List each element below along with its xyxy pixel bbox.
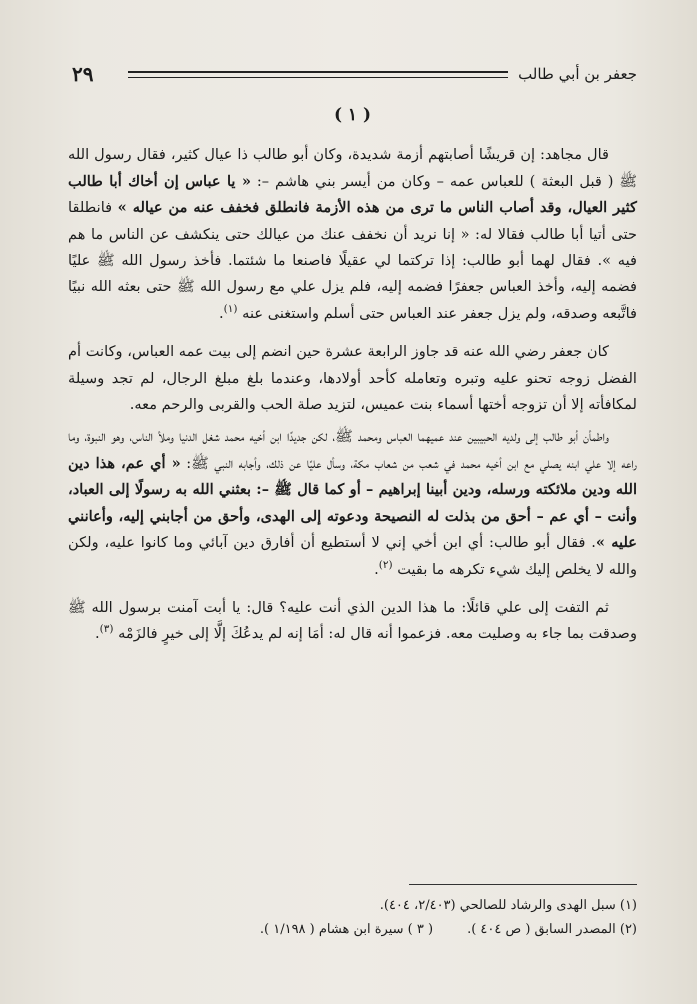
- footnote-2: (٢) المصدر السابق ( ص ٤٠٤ ).: [467, 922, 637, 937]
- prophet-quote: « يا عباس إن أخاك أبا طالب كثير العيال، وقد أصاب الناس ما ترى من هذه الأزمة فانطلق فخفف عنه من عياله »: [68, 172, 637, 217]
- paragraph-mujahid: [68, 142, 637, 327]
- paragraph-ali: [68, 595, 637, 648]
- body-text: [68, 100, 637, 648]
- paragraph-text: واطمأن أبو طالب إلى ولديه الحبيبين عند عميهما العباس ومحمد ﷺ، لكن جديدًا ابن أخيه محمد شغل الدنيا وملأ الناس، وهو النبوة، وما راعه إلا علي ابنه يصلي مع ابن أخيه محمد في شعب من شعاب مكة، وسأل عليًا عن ذلك، وأجابه النبي ﷺ:: [68, 428, 637, 472]
- paragraph-jafar: كان جعفر رضي الله عنه قد جاوز الرابعة عشرة حين انضم إلى بيت عمه العباس، وكانت أم الفضل زوجه تحنو عليه وتبره وتعامله كأحد أولادها، وعندما بلغ مبلغ الرجال، لم تجد وسيلة لمكافأته إلا أن تزوجه أختها أسماء بنت عميس، لتزيد صلة الحب والقربى والرحم معه.: [68, 343, 637, 414]
- footnote-ref: (١): [223, 302, 238, 315]
- paragraph-text: فانطلقا حتى أتيا أبا طالب فقالا له: « إنا نريد أن نخفف عنك من عيالك حتى ينكشف عن الناس ما هم فيه ». فقال لهما أبو طالب: إذا تركتما لي عقيلًا فاصنعا ما شئتما. فأخذ رسول الله ﷺ عليًا فضمه إليه، وأخذ العباس جعفرًا فضمه إليه، فلم يزل علي مع رسول الله ﷺ حتى بعثه الله نبيًا فاتَّبعه وصدقه، ولم يزل جعفر عند العباس حتى أسلم واستغنى عنه: [68, 199, 637, 322]
- paragraph-text: .: [94, 625, 100, 643]
- footnote-rule: [409, 884, 637, 885]
- prophet-quote: « أي عم، هذا دين الله ودين ملائكته ورسله، ودين أبينا إبراهيم – أو كما قال ﷺ –: بعثني الله به رسولًا إلى العباد، وأنت – أي عم – أحق من بذلت له النصيحة ودعوته إلى الهدى، وأحق من أجابني إليه، وأعانني عليه »: [68, 454, 637, 552]
- footnote-3: ( ٣ ) سيرة ابن هشام ( ١/١٩٨ ).: [259, 922, 434, 937]
- paragraph-abu-talib: [68, 424, 637, 582]
- paragraph-text: . فقال أبو طالب: أي ابن أخي إني لا أستطيع أن أفارق دين آبائي وما كانوا عليه، ولكن والله لا يخلص إليك شيء تكرهه ما بقيت: [68, 534, 637, 578]
- footnote-ref: (٣): [99, 623, 114, 636]
- running-title: جعفر بن أبي طالب: [518, 65, 637, 83]
- footnote-row: [68, 894, 637, 918]
- paragraph-text: .: [219, 304, 224, 322]
- footnote-ref: (٢): [378, 558, 393, 571]
- paragraph-text: ثم التفت إلى علي قائلًا: ما هذا الدين الذي أنت عليه؟ قال: يا أبت آمنت برسول الله ﷺ وصدقت بما جاء به وصليت معه. فزعموا أنه قال له: أمَا إنه لم يدعُكَ إلَّا إلى خيرٍ فالزَمْه: [68, 598, 637, 643]
- paragraph-text: .: [374, 560, 379, 578]
- footnote-1: (١) سبل الهدى والرشاد للصالحي (٢/٤٠٣، ٤٠٤).: [379, 898, 637, 913]
- header-rule: [128, 71, 508, 78]
- page-number: ٢٩: [72, 62, 94, 86]
- footnotes: [68, 894, 637, 942]
- section-number: ( ١ ): [333, 105, 372, 125]
- paragraph-text: قال مجاهد: إن قريشًا أصابتهم أزمة شديدة، وكان أبو طالب ذا عيال كثير، فقال رسول الله ﷺ ( قبل البعثة ) للعباس عمه – وكان من أيسر بني هاشم –:: [68, 146, 638, 190]
- page-header: [68, 60, 637, 88]
- footnote-row: [68, 918, 637, 942]
